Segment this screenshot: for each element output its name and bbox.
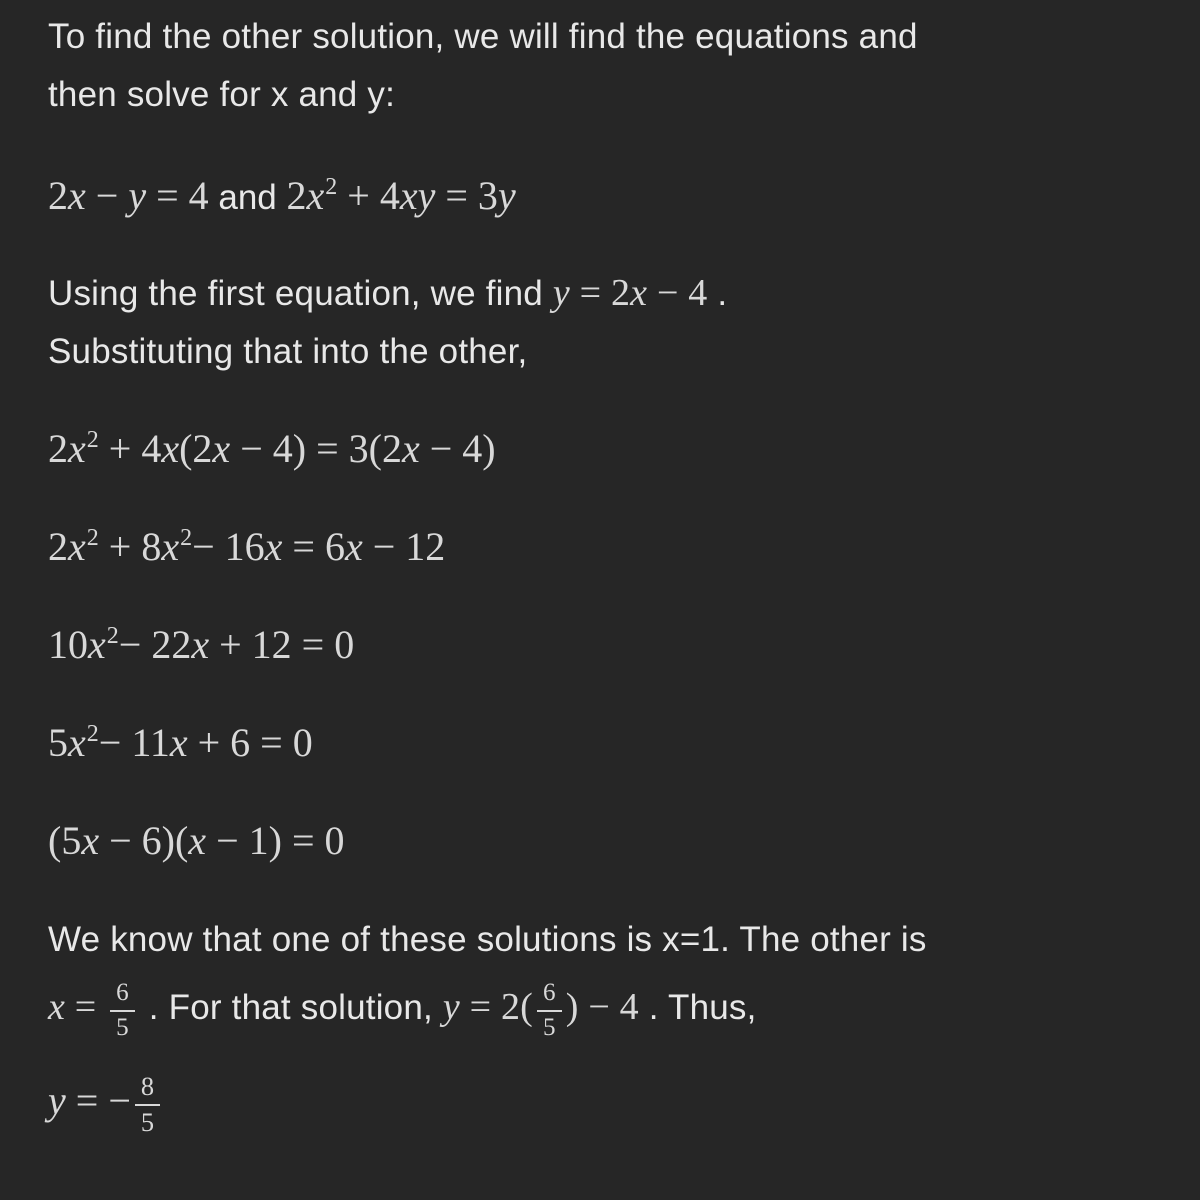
math-token: − 11 bbox=[98, 720, 170, 765]
equation-expanded bbox=[48, 521, 1156, 573]
math-token: + 12 = 0 bbox=[209, 622, 355, 667]
math-token: x bbox=[306, 173, 325, 218]
math-token: x bbox=[68, 720, 86, 765]
solutions-paragraph bbox=[48, 911, 1156, 1046]
substitution-text: Using the first equation, we find bbox=[48, 274, 553, 313]
math-token: 2 bbox=[48, 426, 68, 471]
math-token: y bbox=[48, 1078, 66, 1124]
math-token: + 8 bbox=[98, 524, 162, 569]
math-token: y bbox=[128, 173, 147, 218]
equation-factored bbox=[48, 815, 1156, 867]
substitution-line-1 bbox=[48, 264, 1156, 323]
math-token: − 4 bbox=[647, 272, 708, 314]
math-token: x bbox=[161, 426, 180, 471]
math-token: − 6)( bbox=[99, 818, 189, 863]
math-token: 2 bbox=[106, 623, 119, 650]
math-token: and bbox=[208, 178, 287, 217]
fraction bbox=[135, 1072, 160, 1137]
math-token: 10 bbox=[48, 622, 88, 667]
math-token: x bbox=[68, 524, 86, 569]
fraction-denominator: 5 bbox=[140, 1106, 155, 1137]
math-token: y bbox=[497, 173, 516, 218]
math-token: 2 bbox=[180, 525, 193, 552]
math-token: = − bbox=[65, 1078, 131, 1124]
math-token: x bbox=[212, 426, 231, 471]
math-token: − 12 bbox=[362, 524, 446, 569]
intro-paragraph bbox=[48, 8, 1156, 124]
math-token: 2 bbox=[48, 173, 68, 218]
math-token: − 1) = 0 bbox=[206, 818, 345, 863]
substitution-paragraph bbox=[48, 264, 1156, 381]
equation-collected bbox=[48, 619, 1156, 671]
math-token: 2 bbox=[86, 525, 99, 552]
math-token: − 4) bbox=[419, 426, 496, 471]
substitution-line-2: Substituting that into the other, bbox=[48, 332, 528, 371]
math-token: x bbox=[68, 426, 86, 471]
math-token: + 4 bbox=[98, 426, 162, 471]
math-token: = 3 bbox=[435, 173, 498, 218]
math-token: − bbox=[85, 173, 129, 218]
math-token: (5 bbox=[48, 818, 82, 863]
fraction-numerator: 6 bbox=[110, 979, 135, 1011]
math-token: 5 bbox=[48, 720, 68, 765]
solutions-text-mid: . For that solution, bbox=[138, 988, 443, 1027]
fraction-denominator: 5 bbox=[116, 1013, 129, 1041]
fraction bbox=[537, 979, 562, 1041]
math-token: ) − 4 bbox=[565, 986, 639, 1028]
fraction-numerator: 8 bbox=[135, 1072, 160, 1106]
math-token: (2 bbox=[179, 426, 213, 471]
math-token: x bbox=[68, 173, 86, 218]
math-token: x bbox=[161, 524, 180, 569]
math-token: x bbox=[48, 986, 66, 1028]
math-token: y bbox=[552, 272, 570, 314]
math-token: x bbox=[88, 622, 106, 667]
math-token: 2 bbox=[86, 721, 99, 748]
solutions-line-1: We know that one of these solutions is x=1. The other is bbox=[48, 920, 927, 959]
math-token: = 6 bbox=[282, 524, 345, 569]
math-token: − 16 bbox=[192, 524, 265, 569]
equation-substituted bbox=[48, 423, 1156, 475]
math-token: = 2( bbox=[459, 986, 534, 1028]
solutions-line-2 bbox=[48, 969, 1156, 1046]
math-token: = 2 bbox=[569, 272, 631, 314]
math-token: = 4 bbox=[146, 173, 209, 218]
inline-solution-y bbox=[442, 979, 639, 1041]
math-token: 2 bbox=[48, 524, 68, 569]
math-token: y bbox=[442, 986, 460, 1028]
math-token: + 6 = 0 bbox=[187, 720, 313, 765]
math-token: x bbox=[169, 720, 188, 765]
final-answer-equation bbox=[48, 1072, 1156, 1137]
math-token: + 4 bbox=[337, 173, 400, 218]
math-token: 2 bbox=[86, 427, 99, 454]
substitution-period: . bbox=[707, 274, 728, 313]
math-token: x bbox=[630, 272, 648, 314]
math-token: − 22 bbox=[118, 622, 192, 667]
math-token: x bbox=[401, 426, 420, 471]
fraction bbox=[110, 979, 135, 1041]
math-token: x bbox=[264, 524, 283, 569]
fraction-denominator: 5 bbox=[543, 1013, 556, 1041]
math-token: = bbox=[65, 986, 107, 1028]
equation-system bbox=[48, 170, 1156, 222]
inline-equation-y bbox=[553, 272, 708, 314]
math-token: 2 bbox=[325, 174, 338, 201]
math-token: − 4) = 3(2 bbox=[230, 426, 402, 471]
fraction-numerator: 6 bbox=[537, 979, 562, 1011]
math-token: x bbox=[344, 524, 363, 569]
math-token: x bbox=[191, 622, 210, 667]
math-token: x bbox=[81, 818, 100, 863]
intro-line-2: then solve for x and y: bbox=[48, 75, 396, 114]
equation-simplified bbox=[48, 717, 1156, 769]
math-token: x bbox=[399, 173, 418, 218]
math-token: 2 bbox=[286, 173, 307, 218]
solutions-text-end: . Thus, bbox=[638, 988, 757, 1027]
math-token: y bbox=[417, 173, 436, 218]
inline-solution-x bbox=[48, 979, 139, 1041]
math-token: x bbox=[188, 818, 207, 863]
intro-line-1: To find the other solution, we will find the equations and bbox=[48, 17, 918, 56]
